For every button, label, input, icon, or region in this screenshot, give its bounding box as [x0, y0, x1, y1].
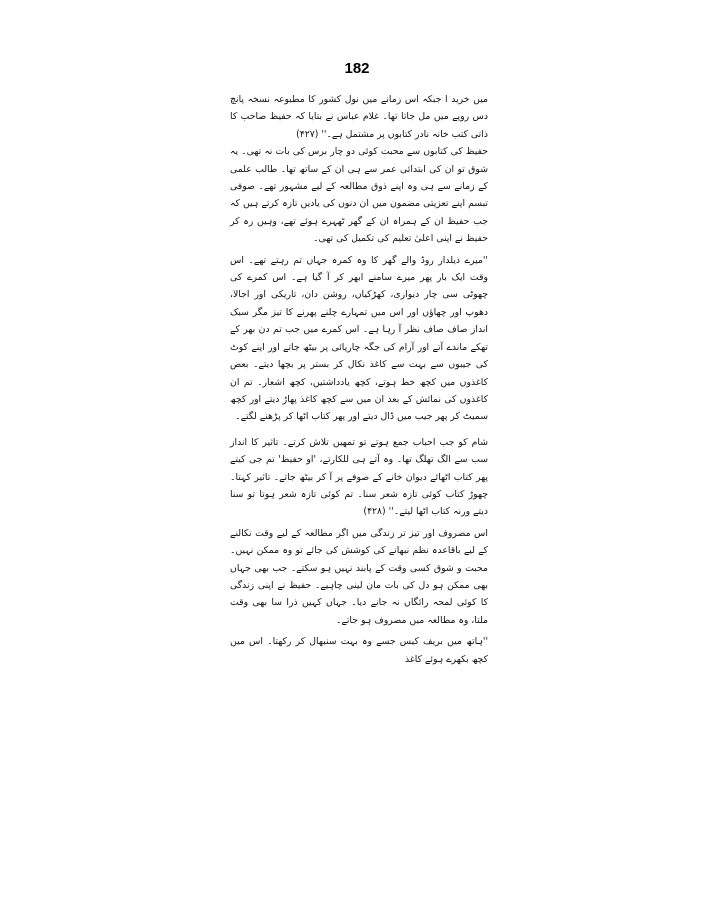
paragraph-quoted-memoir: ''میرے ذیلدار روڈ والے گھر کا وہ کمرہ جہاں تم رہتے تھے۔ اس وقت ایک بار پھر میرے سامنے ابھر کر آ گیا ہے۔ اس کمرے کی چھوٹی سی چار دیواری، کھڑکیاں، روشن دان، تاریکی اور اجالا، دھوپ اور چھاؤں اور اس میں تمہارے چلنے پھرنے کا تیز مگر سبک انداز صاف صاف نظر آ رہا ہے۔ اس کمرے میں جب تم دن بھر کے تھکے ماندے آتے اور آرام کی جگہ چارپائی پر بیٹھ جاتے اور اپنے کوٹ کی جیبوں سے بہت سے کاغذ نکال کر بستر پر بچھا دیتے۔ بعض کاغذوں میں کچھ خط ہوتے، کچھ یادداشتیں، کچھ اشعار۔ تم ان کاغذوں کی نمائش کے بعد ان میں سے کچھ کاغذ پھاڑ دیتے اور کچھ سمیٹ کر پھر جیب میں ڈال دیتے اور پھر کتاب اٹھا کر پڑھنے لگتے۔ [230, 254, 488, 423]
paragraph-reading-habit: اس مصروف اور تیز تر زندگی میں اگر مطالعہ کے لیے وقت نکالنے کے لیے باقاعدہ نظم نبھانے کی کوشش کی جائے تو وہ ممکن نہیں۔ محبت و شوق کسی وقت کے پابند نہیں ہو سکتے۔ جب بھی جہاں بھی ممکن ہو دل کی بات مان لینی چاہیے۔ حفیظ نے اپنی زندگی کا کوئی لمحہ رائگاں نہ جانے دیا۔ جہاں کہیں ذرا سا بھی وقت ملتا، وہ مطالعہ میں مصروف ہو جاتے۔ [230, 527, 488, 626]
page-number: 182 [344, 60, 370, 77]
page-body [230, 91, 488, 668]
paragraph-love-of-books: حفیظ کی کتابوں سے محبت کوئی دو چار برس کی بات نہ تھی۔ یہ شوق تو ان کی ابتدائی عمر سے ہی ان کے ساتھ تھا۔ طالب علمی کے زمانے سے ہی وہ اپنے ذوق مطالعہ کے لیے مشہور تھے۔ صوفی تبسم اپنے تعزیتی مضمون میں ان دنوں کی یادیں تازہ کرتے ہیں کہ جب حفیظ ان کے ہمراہ ان کے گھر ٹھہرے ہوئے تھے، وہیں رہ کر حفیظ نے اپنی اعلیٰ تعلیم کی تکمیل کی تھی۔ [230, 146, 488, 245]
paragraph-briefcase-quote: ''ہاتھ میں بریف کیس جسے وہ بہت سنبھال کر رکھتا۔ اس میں کچھ بکھرے ہوئے کاغذ [230, 636, 488, 665]
paragraph-book-purchase: میں خرید ا جبکہ اس زمانے میں نول کشور کا مطبوعہ نسخہ پانچ دس روپے میں مل جاتا تھا۔ غلام عباس نے بتایا کہ حفیظ صاحب کا ذاتی کتب خانہ نادر کتابوں پر مشتمل ہے۔'' (۴۲۷) [230, 94, 488, 140]
paragraph-spacer [230, 426, 488, 434]
paragraph-evening-gatherings: شام کو جب احباب جمع ہوتے تو تمھیں تلاش کرتے۔ تاثیر کا انداز سب سے الگ تھلگ تھا۔ وہ آتے ہی للکارتے، 'او حفیظ' تم جی کیتے پھر کتاب اٹھائے دیوان خانے کے صوفے پر آ کر بیٹھ جاتے۔ تاثیر کہتا۔ چھوڑ کتاب کوئی تازہ شعر سنا۔ تم کوئی تازہ شعر ہوتا تو سنا دیتے ورنہ کتاب اٹھا لیتے۔'' (۴۲۸) [230, 436, 488, 518]
